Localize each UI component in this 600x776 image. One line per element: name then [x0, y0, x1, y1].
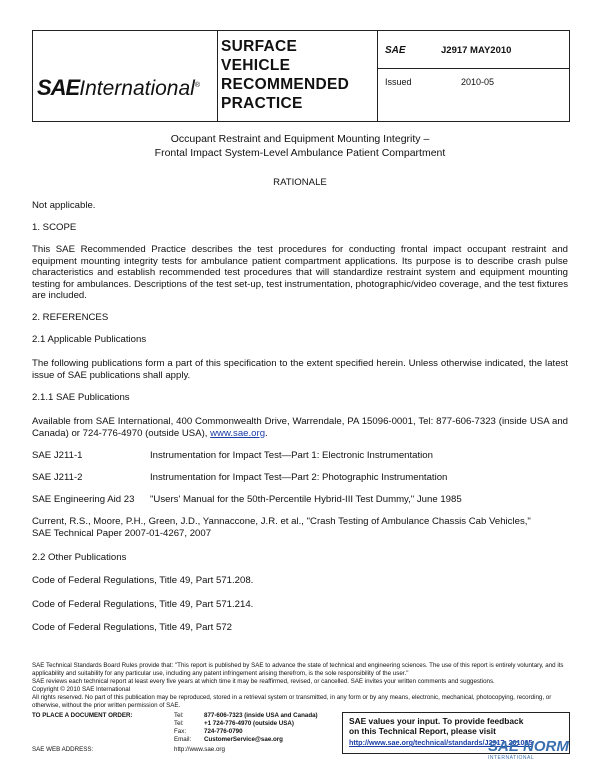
header-divider — [377, 68, 569, 69]
document-title: Occupant Restraint and Equipment Mounting Integrity – Frontal Impact System-Level Ambulance Patient Compartment — [154, 133, 446, 159]
web-label: SAE WEB ADDRESS: — [32, 746, 94, 753]
contact-value: 724-776-0790 — [204, 728, 243, 735]
footer-review: SAE reviews each technical report at least every five years at which time it may be reaffirmed, revised, or cancelled. SAE invites your written comments and suggestions. — [32, 678, 495, 685]
sae-website-link[interactable]: www.sae.org — [210, 427, 266, 439]
rationale-text: Not applicable. — [32, 200, 96, 211]
watermark-sub: INTERNATIONAL — [488, 755, 535, 761]
section-2-1-1-heading: 2.1.1 SAE Publications — [32, 392, 130, 403]
cfr-ref: Code of Federal Regulations, Title 49, Part 572 — [32, 622, 232, 633]
doc-type: SURFACE VEHICLE RECOMMENDED PRACTICE — [221, 38, 350, 112]
issued-label: Issued — [385, 77, 412, 87]
doc-number: J2917 MAY2010 — [441, 45, 512, 56]
cfr-ref: Code of Federal Regulations, Title 49, Part 571.208. — [32, 575, 254, 586]
scope-text: This SAE Recommended Practice describes the test procedures for conducting frontal impact occupant restraint and equipment mounting integrity tests for ambulance patient compartment applications. Its purpose is to describe crash pulse characteristics and establish recommended test procedures that will standardize restraint system and equipment mounting testing for ambulances. Descriptions of the test set-up, test instrumentation, photographic/video coverage, and the test fixtures are included. — [32, 244, 568, 302]
ref-code: SAE J211-2 — [32, 472, 83, 483]
feedback-line: on this Technical Report, please visit — [349, 726, 496, 736]
cfr-ref: Code of Federal Regulations, Title 49, Part 571.214. — [32, 599, 254, 610]
sae-international-logo: SAEInternational® — [37, 75, 201, 100]
watermark-logo: SAE NORM — [488, 738, 569, 755]
footer-rights: All rights reserved. No part of this publication may be reproduced, stored in a retrieval system or transmitted, in any form or by any means, electronic, mechanical, photocopying, recording, or otherwise, without the prior written permission of SAE. — [32, 694, 552, 709]
feedback-line: SAE values your input. To provide feedback — [349, 716, 524, 726]
footer-rules: SAE Technical Standards Board Rules provide that: "This report is published by SAE to advance the state of technical and engineering sciences. The use of this report is entirely voluntary, and its applicability and suitability for any particular use, including any patent infringement arising therefrom, is the sole responsibility of the user." — [32, 662, 564, 677]
footer-copyright: Copyright © 2010 SAE International — [32, 686, 131, 693]
current-ref-line2: SAE Technical Paper 2007-01-4267, 2007 — [32, 528, 212, 539]
ref-title: Instrumentation for Impact Test—Part 1: Electronic Instrumentation — [150, 450, 433, 461]
contact-email[interactable]: CustomerService@sae.org — [204, 736, 283, 743]
scope-heading: 1. SCOPE — [32, 222, 77, 233]
section-2-1-text: The following publications form a part of this specification to the extent specified herein. Unless otherwise indicated, the latest issue of SAE publications shall apply. — [32, 358, 568, 381]
current-ref-line1: Current, R.S., Moore, P.H., Green, J.D., Yannaccone, J.R. et al., "Crash Testing of Ambulance Chassis Cab Vehicles," — [32, 516, 531, 527]
section-2-1-heading: 2.1 Applicable Publications — [32, 334, 147, 345]
references-heading: 2. REFERENCES — [32, 312, 109, 323]
ref-code: SAE Engineering Aid 23 — [32, 494, 135, 505]
contact-label: Fax: — [174, 728, 187, 735]
ref-code: SAE J211-1 — [32, 450, 83, 461]
feedback-link[interactable]: http://www.sae.org/technical/standards/J2917_201005 — [349, 738, 533, 747]
contact-label: Tel: — [174, 712, 184, 719]
contact-label: Tel: — [174, 720, 184, 727]
contact-value: 877-606-7323 (inside USA and Canada) — [204, 712, 318, 719]
sae-small-logo: SAE — [385, 45, 406, 56]
ref-title: Instrumentation for Impact Test—Part 2: Photographic Instrumentation — [150, 472, 448, 483]
order-label: TO PLACE A DOCUMENT ORDER: — [32, 712, 133, 719]
contact-value: +1 724-776-4970 (outside USA) — [204, 720, 294, 727]
web-address-link[interactable]: http://www.sae.org — [174, 746, 225, 753]
sae-availability: Available from SAE International, 400 Commonwealth Drive, Warrendale, PA 15096-0001, Tel: 877-606-7323 (inside USA and Canada) or 724-776-4970 (outside USA), www.sae.org. — [32, 416, 568, 439]
contact-label: Email: — [174, 736, 192, 743]
header-divider — [377, 31, 378, 121]
header-divider — [217, 31, 218, 121]
issued-value: 2010-05 — [461, 77, 495, 87]
rationale-heading: RATIONALE — [273, 177, 327, 188]
ref-title: "Users' Manual for the 50th-Percentile Hybrid-III Test Dummy," June 1985 — [150, 494, 462, 505]
header-box — [32, 30, 570, 122]
section-2-2-heading: 2.2 Other Publications — [32, 552, 127, 563]
